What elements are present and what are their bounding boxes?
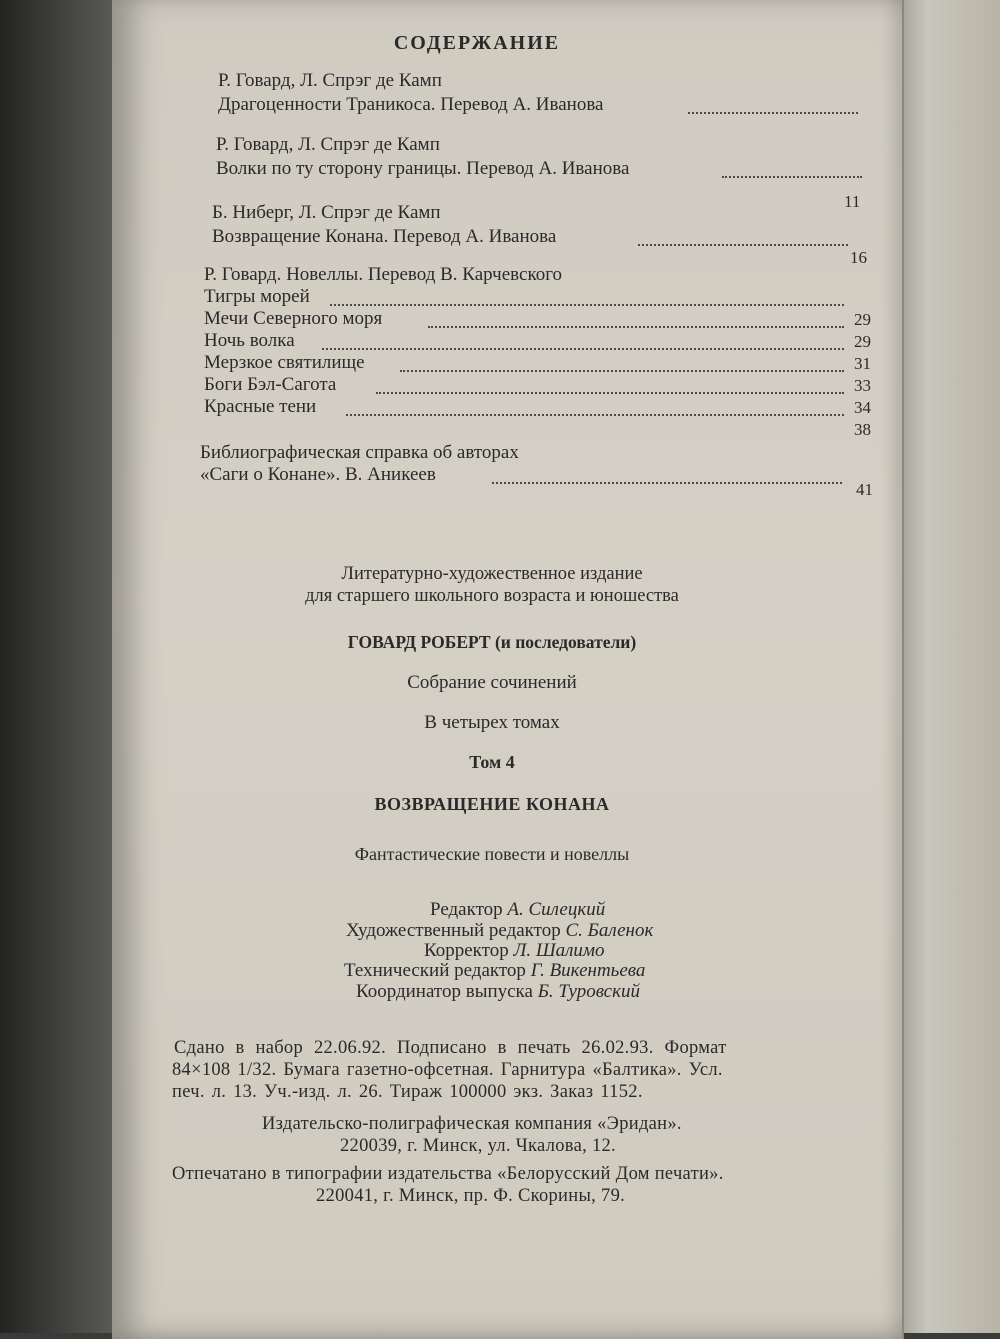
toc-entry-title: Драгоценности Траникоса. Перевод А. Иванова bbox=[218, 94, 604, 115]
toc-entry-title: Возвращение Конана. Перевод А. Иванова bbox=[212, 226, 557, 247]
toc-heading: СОДЕРЖАНИЕ bbox=[393, 32, 561, 54]
leader-dots bbox=[376, 389, 844, 394]
leader-dots bbox=[330, 301, 844, 306]
book-page bbox=[112, 0, 904, 1339]
toc-entry bbox=[204, 352, 844, 376]
toc-entry-title: Боги Бэл-Сагота bbox=[204, 374, 337, 395]
toc-entry-author: Р. Говард, Л. Спрэг де Камп bbox=[216, 134, 440, 155]
printer-address: 220041, г. Минск, пр. Ф. Скорины, 79. bbox=[316, 1186, 626, 1206]
toc-entry-title: Мерзкое святилище bbox=[204, 352, 365, 373]
toc-entry-title: Ночь волка bbox=[204, 330, 295, 351]
toc-entry bbox=[204, 286, 844, 310]
credit-coordinator: Координатор выпуска Б. Туровский bbox=[356, 981, 641, 1002]
toc-entry bbox=[218, 94, 858, 118]
toc-page-number: 11 bbox=[844, 192, 861, 211]
toc-entry-author: Б. Ниберг, Л. Спрэг де Камп bbox=[212, 202, 441, 223]
toc-entry bbox=[204, 308, 844, 332]
leader-dots bbox=[322, 345, 844, 350]
toc-entry-author: Р. Говард, Л. Спрэг де Камп bbox=[218, 70, 442, 91]
book-title: ВОЗВРАЩЕНИЕ КОНАНА bbox=[374, 794, 610, 814]
leader-dots bbox=[688, 109, 858, 114]
leader-dots bbox=[346, 411, 844, 416]
collection-title: Собрание сочинений bbox=[407, 672, 577, 693]
print-info-line2: 84×108 1/32. Бумага газетно-офсетная. Гарнитура «Балтика». Усл. bbox=[172, 1060, 723, 1080]
toc-page-number: 31 bbox=[854, 354, 871, 373]
credit-proofreader: Корректор Л. Шалимо bbox=[424, 940, 605, 961]
toc-entry bbox=[200, 464, 848, 488]
toc-page-number: 38 bbox=[854, 420, 871, 439]
toc-entry bbox=[204, 396, 844, 420]
toc-entry-title: Мечи Северного моря bbox=[204, 308, 383, 329]
volume-number: Том 4 bbox=[469, 752, 515, 772]
toc-page-number: 41 bbox=[856, 480, 873, 499]
edition-type-line1: Литературно-художественное издание bbox=[341, 564, 643, 584]
printer-name: Отпечатано в типографии издательства «Белорусский Дом печати». bbox=[172, 1164, 724, 1184]
toc-entry bbox=[212, 226, 852, 250]
leader-dots bbox=[492, 479, 842, 484]
toc-entry bbox=[216, 158, 862, 182]
toc-page-number: 16 bbox=[850, 248, 867, 267]
credit-editor: Редактор А. Силецкий bbox=[430, 899, 606, 920]
toc-page-number: 33 bbox=[854, 376, 871, 395]
credit-art-editor: Художественный редактор С. Баленок bbox=[346, 920, 654, 941]
toc-page-number: 29 bbox=[854, 332, 871, 351]
edition-type-line2: для старшего школьного возраста и юношества bbox=[305, 586, 679, 606]
toc-bibliography-line1: Библиографическая справка об авторах bbox=[200, 442, 519, 463]
toc-novellas-header: Р. Говард. Новеллы. Перевод В. Карчевского bbox=[204, 264, 563, 285]
toc-page-number: 29 bbox=[854, 310, 871, 329]
publisher-address: 220039, г. Минск, ул. Чкалова, 12. bbox=[340, 1136, 616, 1156]
credit-tech-editor: Технический редактор Г. Викентьева bbox=[344, 960, 646, 981]
toc-entry bbox=[204, 374, 844, 398]
volumes-count: В четырех томах bbox=[424, 712, 560, 733]
toc-entry-title: Волки по ту сторону границы. Перевод А. Иванова bbox=[216, 158, 630, 179]
toc-entry-title: Тигры морей bbox=[204, 286, 310, 307]
toc-bibliography-line2: «Саги о Конане». В. Аникеев bbox=[200, 464, 436, 485]
leader-dots bbox=[428, 323, 844, 328]
publisher-name: Издательско-полиграфическая компания «Эридан». bbox=[262, 1114, 682, 1134]
toc-entry-title: Красные тени bbox=[204, 396, 317, 417]
leader-dots bbox=[722, 173, 862, 178]
book-author: ГОВАРД РОБЕРТ (и последователи) bbox=[347, 632, 637, 652]
print-info-line3: печ. л. 13. Уч.-изд. л. 26. Тираж 100000 экз. Заказ 1152. bbox=[172, 1082, 643, 1102]
leader-dots bbox=[400, 367, 844, 372]
print-info-line1: Сдано в набор 22.06.92. Подписано в печать 26.02.93. Формат bbox=[174, 1038, 727, 1058]
toc-page-number: 34 bbox=[854, 398, 871, 417]
toc-entry bbox=[204, 330, 844, 354]
leader-dots bbox=[638, 241, 848, 246]
book-genre: Фантастические повести и новеллы bbox=[354, 844, 630, 864]
